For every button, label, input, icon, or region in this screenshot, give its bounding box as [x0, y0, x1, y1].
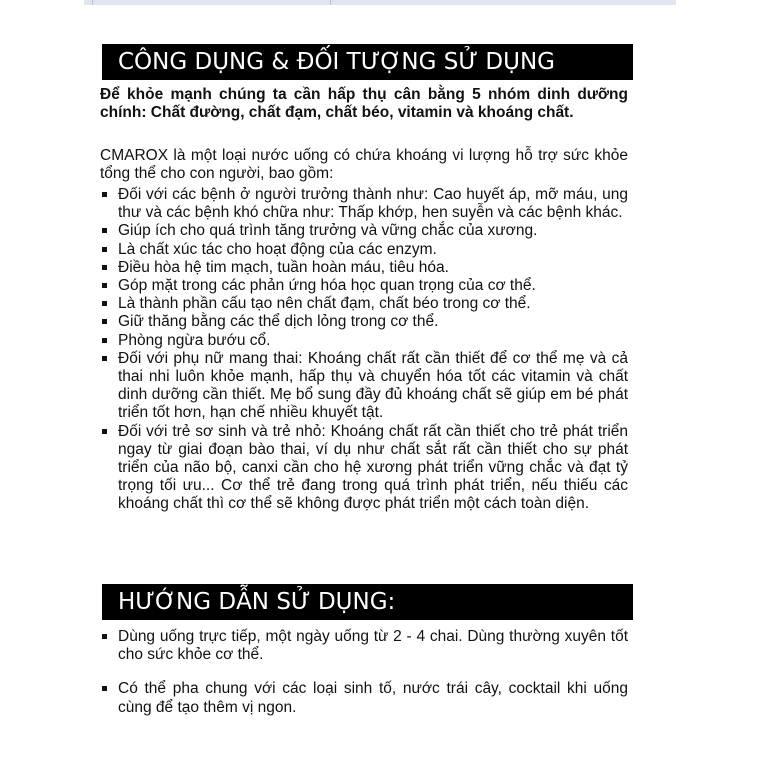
section-heading-uses: CÔNG DỤNG & ĐỐI TƯỢNG SỬ DỤNG — [102, 44, 633, 80]
strip-divider — [92, 0, 93, 5]
list-item: Điều hòa hệ tim mạch, tuần hoàn máu, tiêu hóa. — [100, 259, 628, 277]
list-item: Đối với các bệnh ở người trưởng thành như: Cao huyết áp, mỡ máu, ung thư và các bệnh khó chữa như: Thấp khớp, hen suyễn và các bệnh khác. — [100, 186, 628, 222]
list-item: Góp mặt trong các phản ứng hóa học quan trọng của cơ thể. — [100, 277, 628, 295]
top-border-strip — [84, 0, 676, 5]
benefits-list — [100, 186, 628, 514]
intro-paragraph: CMAROX là một loại nước uống có chứa khoáng vi lượng hỗ trợ sức khỏe tổng thể cho con người, bao gồm: — [100, 147, 628, 183]
list-item: Là chất xúc tác cho hoạt động của các enzym. — [100, 241, 628, 259]
list-item: Có thể pha chung với các loại sinh tố, nước trái cây, cocktail khi uống cùng để tạo thêm vị ngon. — [100, 680, 628, 716]
list-item: Giữ thăng bằng các thể dịch lỏng trong cơ thể. — [100, 313, 628, 331]
list-item: Dùng uống trực tiếp, một ngày uống từ 2 - 4 chai. Dùng thường xuyên tốt cho sức khỏe cơ thể. — [100, 628, 628, 664]
list-item: Đối với trẻ sơ sinh và trẻ nhỏ: Khoáng chất rất cần thiết cho trẻ phát triển ngay từ giai đoạn bào thai, ví dụ như chất sắt rất cần thiết cho sự phát triển của não bộ, canxi cần cho hệ xương phát triển vững chắc và đạt tỷ trọng tối ưu... Cơ thể trẻ đang trong quá trình phát triển, nếu thiếu các khoáng chất thì cơ thể sẽ không được phát triển một cách toàn diện. — [100, 423, 628, 514]
strip-divider — [330, 0, 331, 5]
list-item: Là thành phần cấu tạo nên chất đạm, chất béo trong cơ thể. — [100, 295, 628, 313]
usage-list — [100, 628, 628, 717]
list-item: Đối với phụ nữ mang thai: Khoáng chất rất cần thiết để cơ thể mẹ và cả thai nhi luôn khỏe mạnh, hấp thụ và chuyển hóa tốt các vitamin và chất dinh dưỡng cần thiết. Mẹ bổ sung đầy đủ khoáng chất sẽ giúp em bé phát triển tốt hơn, hạn chế nhiều khuyết tật. — [100, 350, 628, 423]
list-item: Giúp ích cho quá trình tăng trưởng và vững chắc của xương. — [100, 222, 628, 240]
lead-paragraph: Để khỏe mạnh chúng ta cần hấp thụ cân bằng 5 nhóm dinh dưỡng chính: Chất đường, chất đạm, chất béo, vitamin và khoáng chất. — [100, 86, 628, 122]
list-item: Phòng ngừa bướu cổ. — [100, 332, 628, 350]
section-heading-usage: HƯỚNG DẪN SỬ DỤNG: — [102, 584, 633, 620]
